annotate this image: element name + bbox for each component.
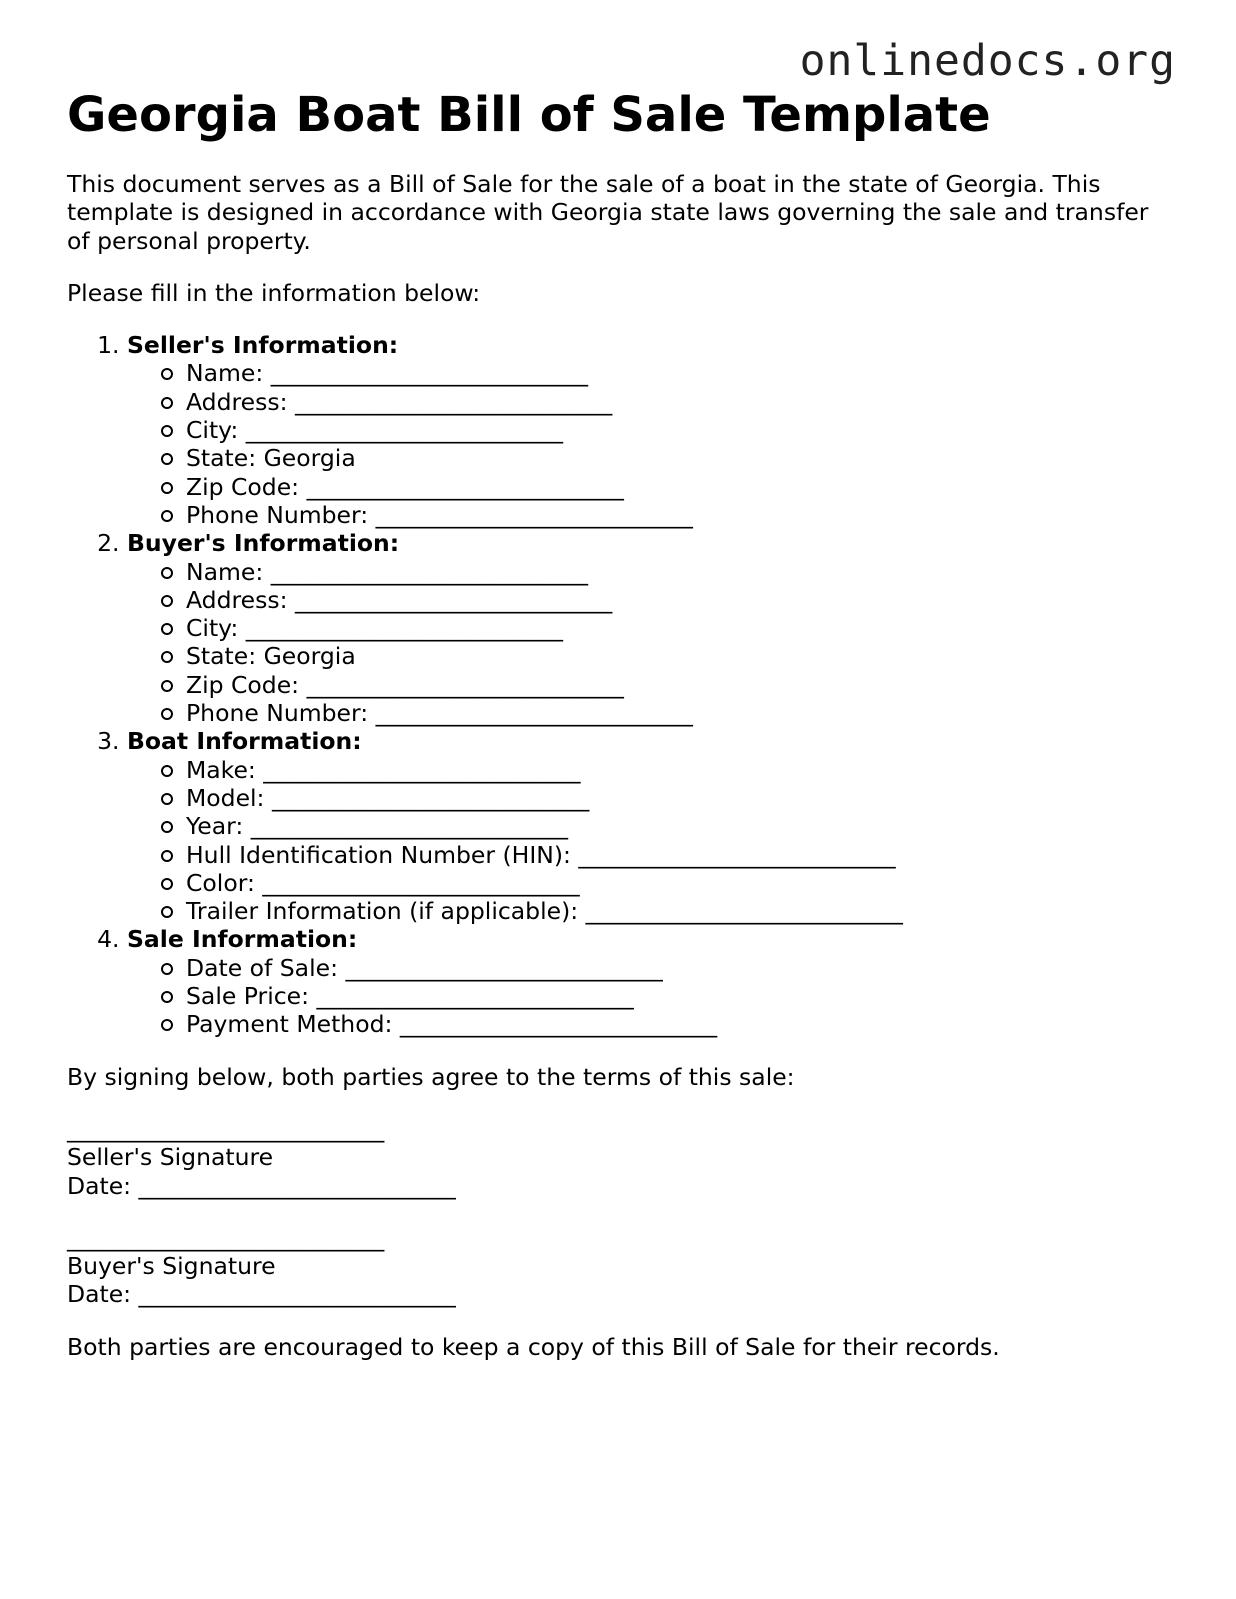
fill-in-prompt: Please fill in the information below:: [67, 278, 481, 307]
form-sections: [67, 331, 1177, 1038]
seller-date-field[interactable]: Date: ___________________________: [67, 1171, 456, 1200]
circle-bullet-icon: [161, 680, 173, 692]
field-seller-address[interactable]: Address: ___________________________: [186, 388, 1177, 416]
section-boat: [127, 727, 1177, 925]
section-title: Buyer's Information:: [127, 529, 400, 558]
field-list: [127, 954, 1177, 1039]
field-list: [127, 756, 1177, 926]
buyer-signature-block: [67, 1224, 1177, 1309]
field-seller-city[interactable]: City: ___________________________: [186, 416, 1177, 444]
field-buyer-name[interactable]: Name: ___________________________: [186, 558, 1177, 586]
circle-bullet-icon: [161, 1019, 173, 1031]
field-boat-year[interactable]: Year: ___________________________: [186, 812, 1177, 840]
section-seller: [127, 331, 1177, 529]
section-buyer: [127, 529, 1177, 727]
circle-bullet-icon: [161, 991, 173, 1003]
field-boat-color[interactable]: Color: ___________________________: [186, 869, 1177, 897]
circle-bullet-icon: [161, 482, 173, 494]
circle-bullet-icon: [161, 453, 173, 465]
field-buyer-state: State: Georgia: [186, 642, 1177, 670]
field-buyer-city[interactable]: City: ___________________________: [186, 614, 1177, 642]
circle-bullet-icon: [161, 397, 173, 409]
field-seller-state: State: Georgia: [186, 444, 1177, 472]
circle-bullet-icon: [161, 651, 173, 663]
section-title: Seller's Information:: [127, 331, 399, 360]
buyer-signature-label: Buyer's Signature: [67, 1252, 276, 1281]
field-boat-hin[interactable]: Hull Identification Number (HIN): ___________________________: [186, 841, 1177, 869]
circle-bullet-icon: [161, 850, 173, 862]
field-seller-zip[interactable]: Zip Code: ___________________________: [186, 473, 1177, 501]
circle-bullet-icon: [161, 623, 173, 635]
intro-paragraph: This document serves as a Bill of Sale for the sale of a boat in the state of Georgia. This template is designed in accordance with Georgia state laws governing the sale and transfer of personal property.: [67, 170, 1149, 255]
field-sale-date[interactable]: Date of Sale: ___________________________: [186, 954, 1177, 982]
field-boat-make[interactable]: Make: ___________________________: [186, 756, 1177, 784]
circle-bullet-icon: [161, 793, 173, 805]
circle-bullet-icon: [161, 765, 173, 777]
circle-bullet-icon: [161, 963, 173, 975]
agreement-statement: By signing below, both parties agree to the terms of this sale:: [67, 1062, 795, 1091]
circle-bullet-icon: [161, 821, 173, 833]
circle-bullet-icon: [161, 368, 173, 380]
field-seller-name[interactable]: Name: ___________________________: [186, 359, 1177, 387]
section-title: Boat Information:: [127, 727, 362, 756]
field-payment-method[interactable]: Payment Method: ___________________________: [186, 1010, 1177, 1038]
seller-signature-block: [67, 1115, 1177, 1200]
circle-bullet-icon: [161, 595, 173, 607]
circle-bullet-icon: [161, 510, 173, 522]
field-boat-trailer[interactable]: Trailer Information (if applicable): ___________________________: [186, 897, 1177, 925]
circle-bullet-icon: [161, 906, 173, 918]
closing-note: Both parties are encouraged to keep a copy of this Bill of Sale for their records.: [67, 1332, 1000, 1361]
seller-signature-label: Seller's Signature: [67, 1143, 274, 1172]
circle-bullet-icon: [161, 878, 173, 890]
circle-bullet-icon: [161, 708, 173, 720]
circle-bullet-icon: [161, 567, 173, 579]
buyer-date-field[interactable]: Date: ___________________________: [67, 1280, 456, 1309]
document-page: [67, 84, 1177, 1361]
field-list: [127, 359, 1177, 529]
buyer-signature-line[interactable]: ___________________________: [67, 1223, 385, 1252]
circle-bullet-icon: [161, 425, 173, 437]
field-list: [127, 558, 1177, 728]
watermark-logo: onlinedocs.org: [799, 36, 1176, 86]
seller-signature-line[interactable]: ___________________________: [67, 1114, 385, 1143]
field-boat-model[interactable]: Model: ___________________________: [186, 784, 1177, 812]
field-seller-phone[interactable]: Phone Number: ___________________________: [186, 501, 1177, 529]
field-buyer-zip[interactable]: Zip Code: ___________________________: [186, 671, 1177, 699]
page-title: Georgia Boat Bill of Sale Template: [67, 87, 991, 143]
field-sale-price[interactable]: Sale Price: ___________________________: [186, 982, 1177, 1010]
section-title: Sale Information:: [127, 925, 358, 954]
field-buyer-phone[interactable]: Phone Number: ___________________________: [186, 699, 1177, 727]
field-buyer-address[interactable]: Address: ___________________________: [186, 586, 1177, 614]
section-sale: [127, 925, 1177, 1038]
